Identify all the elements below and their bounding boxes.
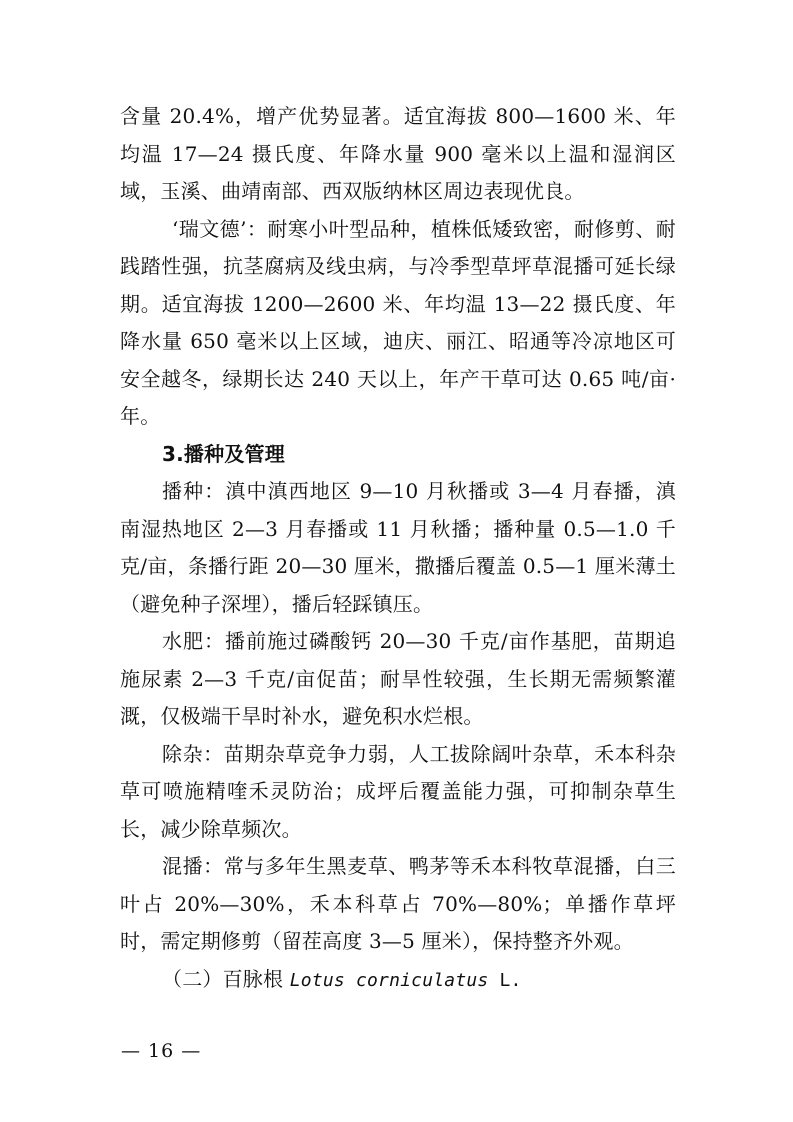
paragraph-continued: 含量 20.4%，增产优势显著。适宜海拔 800—1600 米、年均温 17—24 摄氏度、年降水量 900 毫米以上温和湿润区域，玉溪、曲靖南部、西双版纳林区周边表现优良。	[120, 104, 676, 203]
paragraph-mixed-sowing: 混播：常与多年生黑麦草、鸭茅等禾本科牧草混播，白三叶占 20%—30%，禾本科草占 70%—80%；单播作草坪时，需定期修剪（留茬高度 3—5 厘米），保持整齐外观。	[120, 854, 676, 953]
subsection-title: （二）百脉根	[162, 966, 290, 991]
author-citation: L.	[488, 969, 522, 991]
subsection-heading	[120, 961, 676, 1000]
paragraph-weeding: 除杂：苗期杂草竞争力弱，人工拔除阔叶杂草，禾本科杂草可喷施精喹禾灵防治；成坪后覆盖能力强，可抑制杂草生长，减少除草频次。	[120, 741, 676, 841]
body-text	[120, 98, 676, 999]
page-number: — 16 —	[121, 1040, 202, 1062]
section-heading: 3.播种及管理	[162, 441, 285, 466]
paragraph-ruiwende: ‘瑞文德’：耐寒小叶型品种，植株低矮致密，耐修剪、耐践踏性强，抗茎腐病及线虫病，与冷季型草坪草混播可延长绿期。适宜海拔 1200—2600 米、年均温 13—22 摄氏度、年降水量 650 毫米以上区域，迪庆、丽江、昭通等冷凉地区可安全越冬，绿期长达 240 天以上，年产干草可达 0.65 吨/亩·年。	[120, 216, 676, 428]
paragraph-fertilizer: 水肥：播前施过磷酸钙 20—30 千克/亩作基肥，苗期追施尿素 2—3 千克/亩促苗；耐旱性较强，生长期无需频繁灌溉，仅极端干旱时补水，避免积水烂根。	[120, 629, 676, 728]
latin-name: Lotus corniculatus	[289, 969, 489, 991]
paragraph-sowing: 播种：滇中滇西地区 9—10 月秋播或 3—4 月春播，滇南湿热地区 2—3 月春播或 11 月秋播；播种量 0.5—1.0 千克/亩，条播行距 20—30 厘米，撒播后覆盖 0.5—1 厘米薄土（避免种子深埋），播后轻踩镇压。	[120, 479, 676, 616]
